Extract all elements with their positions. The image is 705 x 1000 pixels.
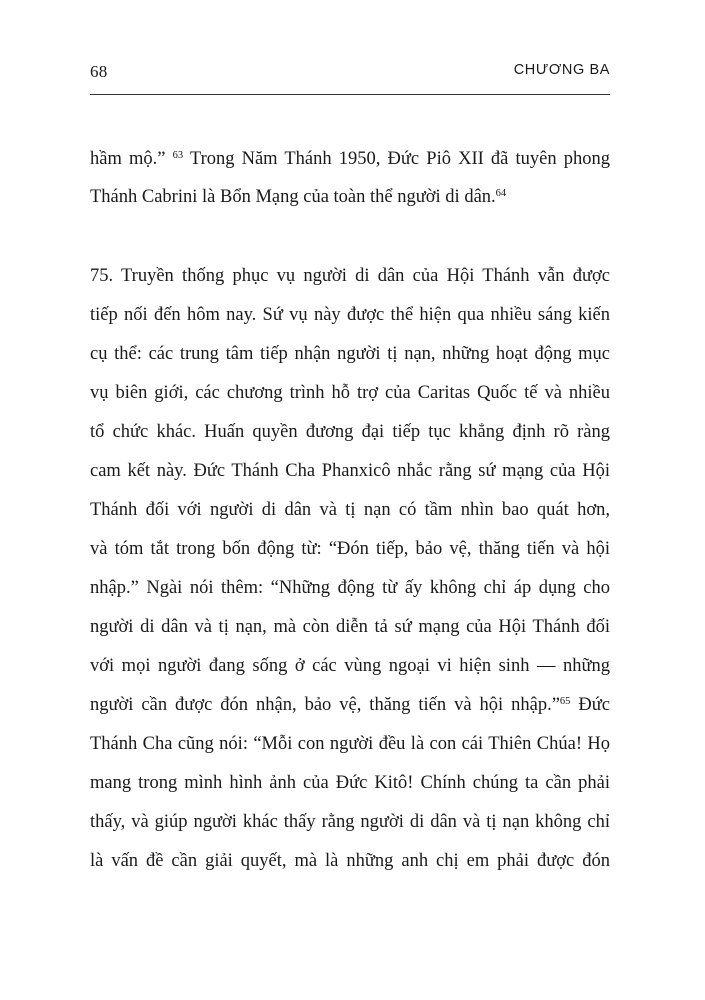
text-line: cam kết này. Đức Thánh Cha Phanxicô nhắc rằng sứ mạng của Hội <box>90 461 610 481</box>
footnote-ref: 64 <box>495 188 507 199</box>
running-header <box>90 62 610 88</box>
text-line: là vấn đề cần giải quyết, mà là những anh chị em phải được đón <box>90 851 610 871</box>
text-line: Thánh đối với người di dân và tị nạn có tầm nhìn bao quát hơn, <box>90 500 610 520</box>
text-line: vụ biên giới, các chương trình hỗ trợ của Caritas Quốc tế và nhiều <box>90 383 610 403</box>
footnote-ref: 63 <box>172 150 184 161</box>
text-line: thấy, và giúp người khác thấy rằng người di dân và tị nạn không chỉ <box>90 812 610 832</box>
text-line: Thánh Cabrini là Bổn Mạng của toàn thể người di dân.$^{64}$ <box>90 187 507 207</box>
text-line: 75. Truyền thống phục vụ người di dân của Hội Thánh vẫn được <box>90 266 610 286</box>
chapter-title: CHƯƠNG BA <box>513 62 610 78</box>
header-rule <box>90 94 610 95</box>
text-line: người di dân và tị nạn, mà còn diễn tả sứ mạng của Hội Thánh đối <box>90 617 610 637</box>
text-line: hầm mộ.” $^{63}$ Trong Năm Thánh 1950, Đức Piô XII đã tuyên phong <box>90 149 611 169</box>
text-line: với mọi người đang sống ở các vùng ngoại vi hiện sinh — những <box>90 656 610 676</box>
footnote-ref: 65 <box>559 696 571 707</box>
text-line: tổ chức khác. Huấn quyền đương đại tiếp tục khẳng định rõ ràng <box>90 422 610 442</box>
text-line: cụ thể: các trung tâm tiếp nhận người tị nạn, những hoạt động mục <box>90 344 610 364</box>
text-line: người cần được đón nhận, bảo vệ, thăng tiến và hội nhập.”$^{65}$ Đức <box>90 695 610 715</box>
text-line: và tóm tắt trong bốn động từ: “Đón tiếp, bảo vệ, thăng tiến và hội <box>90 539 610 559</box>
page-number: 68 <box>90 62 108 81</box>
text-line: mang trong mình hình ảnh của Đức Kitô! Chính chúng ta cần phải <box>90 773 610 793</box>
text-line: Thánh Cha cũng nói: “Mỗi con người đều là con cái Thiên Chúa! Họ <box>90 734 610 754</box>
text-line: nhập.” Ngài nói thêm: “Những động từ ấy không chỉ áp dụng cho <box>90 578 610 598</box>
text-line: tiếp nối đến hôm nay. Sứ vụ này được thể hiện qua nhiều sáng kiến <box>90 305 610 325</box>
